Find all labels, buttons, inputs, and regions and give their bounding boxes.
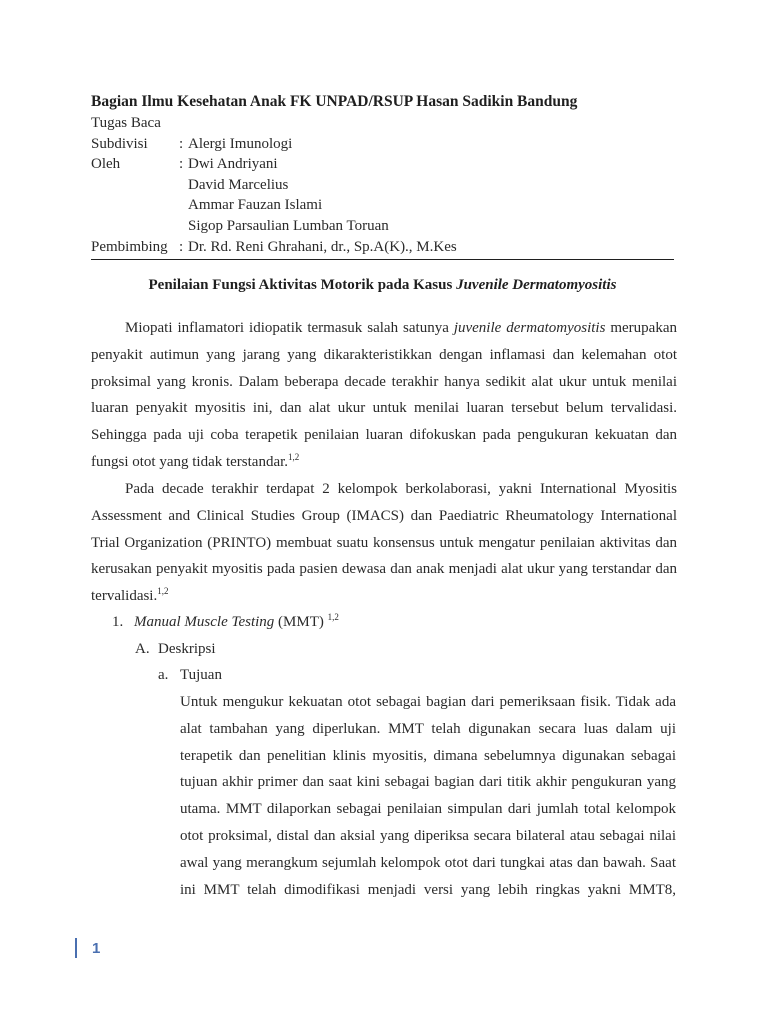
text-line: Pada decade terakhir terdapat 2 kelompok berkolaborasi, yakni International Myositis <box>125 481 677 497</box>
title-text: Penilaian Fungsi Aktivitas Motorik pada Kasus <box>148 277 457 293</box>
section-a-heading <box>135 636 216 663</box>
title-italic: Juvenile Dermatomyositis <box>456 277 617 293</box>
text-line: utama. MMT dilaporkan sebagai penilaian simpulan dari jumlah total kelompok <box>180 801 676 818</box>
section-a-label: Deskripsi <box>158 641 216 657</box>
text-line: Assessment and Clinical Studies Group (IMACS) dan Paediatric Rheumatology International <box>91 507 677 524</box>
author-name: Sigop Parsaulian Lumban Toruan <box>188 217 389 234</box>
author-name: Dwi Andriyani <box>188 156 278 173</box>
section-aa-label: Tujuan <box>180 667 222 683</box>
text-span: tervalidasi. <box>91 588 158 605</box>
authors-row <box>91 154 457 175</box>
supervisor-value: Dr. Rd. Reni Ghrahani, dr., Sp.A(K)., M.Kes <box>188 238 457 255</box>
text-line: Sehingga pada uji coba terapetik penilaian luaran difokuskan pada pengukuran kekuatan dan <box>91 427 677 444</box>
spacer <box>91 195 179 216</box>
text-line: proksimal yang kronis. Dalam beberapa decade terakhir hanya sedikit alat ukur untuk menilai <box>91 373 677 390</box>
list-number: 1. <box>112 614 124 630</box>
authors-row-3 <box>91 195 457 216</box>
institution-heading: Bagian Ilmu Kesehatan Anak FK UNPAD/RSUP Hasan Sadikin Bandung <box>91 93 578 110</box>
subdivision-row <box>91 134 457 155</box>
colon: : <box>179 238 184 255</box>
citation-ref: 1,2 <box>157 586 169 597</box>
spacer <box>179 195 188 216</box>
paragraph-consensus <box>91 476 677 610</box>
header-divider <box>91 259 674 260</box>
text-line: ini MMT telah dimodifikasi menjadi versi yang lebih ringkas yakni MMT8, <box>180 881 676 898</box>
supervisor-label: Pembimbing <box>91 238 168 255</box>
section-1-heading <box>112 609 339 636</box>
document-title <box>91 277 674 294</box>
section-title-rest: (MMT) <box>274 614 328 630</box>
text-span: Miopati inflamatori idiopatik termasuk salah satunya <box>125 320 454 336</box>
italic-term: juvenile dermatomyositis <box>453 320 606 336</box>
section-title-italic: Manual Muscle Testing <box>134 614 275 630</box>
spacer <box>179 216 188 237</box>
authors-row-4 <box>91 216 457 237</box>
spacer <box>179 175 188 196</box>
text-line: otot proksimal, distal dan aksial yang diperiksa secara bilateral atau sebagai nilai <box>180 827 676 844</box>
doc-type: Tugas Baca <box>91 115 161 131</box>
colon: : <box>179 135 184 152</box>
text-line: awal yang merangkum sejumlah kelompok otot dari tungkai atas dan bawah. Saat <box>180 854 676 871</box>
text-line: alat tambahan yang diperlukan. MMT telah digunakan secara luas dalam uji <box>180 720 676 737</box>
text-line: terapetik dan penelitian klinis myositis, dimana sebelumnya digunakan sebagai <box>180 747 676 764</box>
subdivision-label: Subdivisi <box>91 135 148 152</box>
page-number: 1 <box>92 940 101 957</box>
text-line <box>91 315 677 342</box>
text-line: Trial Organization (PRINTO) membuat suatu konsensus untuk mengatur penilaian aktivitas dan <box>91 534 677 551</box>
text-line: tujuan akhir primer dan saat kini sebagai bagian dari titik akhir pengukuran yang <box>180 774 676 791</box>
document-meta <box>91 113 457 257</box>
text-span: merupakan <box>605 320 677 336</box>
paragraph-intro <box>91 315 677 476</box>
author-name: David Marcelius <box>188 176 289 193</box>
colon: : <box>179 156 184 173</box>
spacer <box>91 216 179 237</box>
citation-ref: 1,2 <box>327 612 339 622</box>
list-letter: a. <box>158 667 169 683</box>
list-letter: A. <box>135 641 150 657</box>
text-line: luaran penyakit myositis ini, dan alat ukur untuk menilai luaran tersebut belum tervalidasi. <box>91 400 677 417</box>
authors-row-2 <box>91 175 457 196</box>
supervisor-row <box>91 237 457 258</box>
subdivision-value: Alergi Imunologi <box>188 135 293 152</box>
footer-accent-bar <box>75 938 77 958</box>
doc-type-row <box>91 113 457 134</box>
text-line <box>91 583 677 610</box>
text-span: fungsi otot yang tidak terstandar. <box>91 453 289 470</box>
paragraph-purpose <box>180 689 676 903</box>
author-name: Ammar Fauzan Islami <box>188 197 323 214</box>
by-label: Oleh <box>91 156 121 173</box>
citation-ref: 1,2 <box>288 451 300 462</box>
text-line: Untuk mengukur kekuatan otot sebagai bagian dari pemeriksaan fisik. Tidak ada <box>180 694 676 710</box>
text-line: kerusakan penyakit myositis pada pasien dewasa dan anak menjadi alat ukur yang terstandar dan <box>91 561 677 578</box>
text-line <box>91 449 677 476</box>
text-line: penyakit autimun yang jarang yang dikarakteristikkan dengan inflamasi dan kelemahan otot <box>91 346 677 363</box>
spacer <box>91 175 179 196</box>
section-aa-heading <box>158 662 222 689</box>
